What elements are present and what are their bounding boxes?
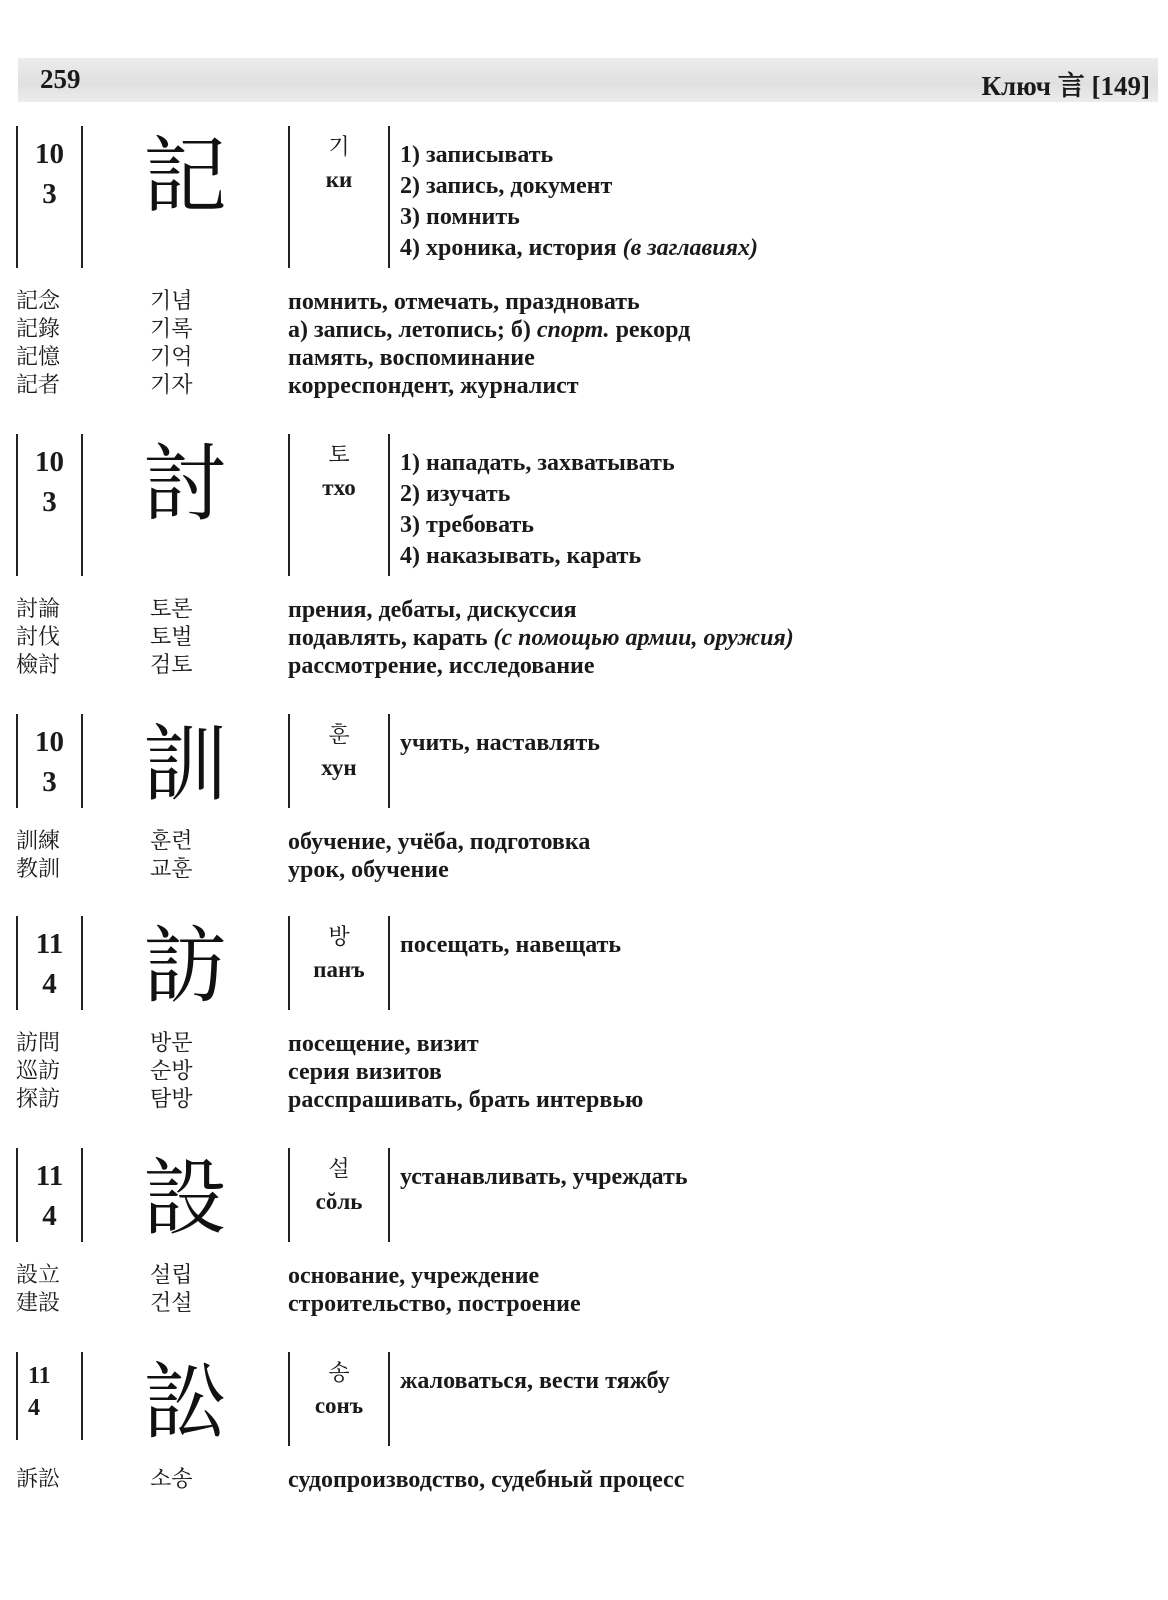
compound-meaning: помнить, отмечать, праздновать [288, 289, 640, 315]
compound-meaning: серия визитов [288, 1059, 442, 1085]
compound-hanja: 檢討 [16, 653, 61, 678]
compound-hangul: 순방 [150, 1059, 193, 1084]
compound-hangul: 기억 [150, 345, 193, 370]
transliteration: ки [325, 167, 353, 192]
reading-box [288, 126, 390, 268]
stroke-total: 10 [35, 138, 64, 170]
compound-row [0, 1466, 1168, 1494]
compound-hanja: 建設 [16, 1291, 61, 1316]
meaning-item: устанавливать, учреждать [400, 1164, 688, 1190]
compound-hangul: 교훈 [150, 857, 193, 882]
compound-list [0, 288, 1168, 400]
compound-row [0, 828, 1168, 856]
compound-hanja: 討論 [16, 597, 61, 622]
compound-hangul: 탐방 [150, 1087, 193, 1112]
compound-hanja: 巡訪 [16, 1059, 61, 1084]
reading-box [288, 434, 390, 576]
hangul-reading: 기 [328, 135, 350, 160]
stroke-counts [16, 126, 83, 268]
usage-note: (с помощью армии, оружия) [493, 625, 794, 651]
compound-meaning: корреспондент, журналист [288, 373, 579, 399]
compound-row [0, 624, 1168, 652]
stroke-extra: 4 [28, 1395, 40, 1421]
compound-hangul: 검토 [150, 653, 193, 678]
compound-meaning: посещение, визит [288, 1031, 479, 1057]
compound-hanja: 探訪 [16, 1087, 61, 1112]
headword-hanja: 設 [142, 1149, 227, 1247]
meaning-item: 3) помнить [400, 204, 520, 230]
compound-meaning: обучение, учёба, подготовка [288, 829, 591, 855]
stroke-counts [16, 916, 83, 1010]
compound-row [0, 1262, 1168, 1290]
meaning-item: 3) требовать [400, 512, 534, 538]
compound-list [0, 1262, 1168, 1318]
compound-hanja: 記者 [16, 373, 61, 398]
stroke-extra: 3 [42, 178, 57, 210]
meaning-text: 4) хроника, история [400, 235, 617, 261]
page-number: 259 [40, 64, 81, 94]
compound-hanja: 訴訟 [16, 1467, 61, 1492]
stroke-extra: 3 [42, 766, 57, 798]
stroke-counts [16, 1352, 83, 1440]
compound-hangul: 기록 [150, 317, 193, 342]
stroke-total: 11 [28, 1363, 51, 1389]
compound-hanja: 記念 [16, 289, 61, 314]
meaning-text: подавлять, карать [288, 625, 488, 651]
usage-note: спорт. [536, 317, 610, 343]
reading-box [288, 916, 390, 1010]
headword-hanja: 訪 [142, 917, 227, 1015]
usage-note: (в заглавиях) [622, 235, 758, 261]
compound-meaning: строительство, построение [288, 1291, 581, 1317]
compound-meaning: урок, обучение [288, 857, 449, 883]
hangul-reading: 토 [328, 443, 350, 468]
meaning-item: 1) нападать, захватывать [400, 450, 675, 476]
compound-hangul: 소송 [150, 1467, 193, 1492]
headword-hanja: 訓 [142, 715, 227, 813]
compound-list [0, 828, 1168, 884]
compound-hanja: 記錄 [16, 317, 61, 342]
headword-hanja: 訟 [142, 1353, 227, 1451]
meaning-list [400, 134, 1140, 264]
meaning-list [400, 722, 1140, 759]
page-header [18, 58, 1158, 102]
meaning-item: посещать, навещать [400, 932, 622, 958]
compound-row [0, 652, 1168, 680]
compound-meaning [288, 316, 690, 344]
meaning-list [400, 924, 1140, 961]
meaning-item: 4) наказывать, карать [400, 543, 642, 569]
stroke-total: 11 [35, 1160, 64, 1192]
compound-hangul: 토벌 [150, 625, 193, 650]
stroke-extra: 4 [42, 968, 57, 1000]
meaning-item: 1) записывать [400, 142, 554, 168]
compound-row [0, 344, 1168, 372]
headword-hanja: 記 [142, 127, 227, 225]
compound-hangul: 방문 [150, 1031, 193, 1056]
compound-hangul: 기념 [150, 289, 193, 314]
transliteration: сонъ [314, 1393, 364, 1418]
compound-meaning: судопроизводство, судебный процесс [288, 1467, 685, 1493]
meaning-item: 2) изучать [400, 481, 511, 507]
compound-hangul: 설립 [150, 1263, 193, 1288]
compound-meaning: расспрашивать, брать интервью [288, 1087, 644, 1113]
meaning-text: а) запись, летопись; б) [288, 317, 531, 343]
meaning-item [400, 233, 1140, 264]
compound-meaning [288, 624, 794, 652]
compound-row [0, 372, 1168, 400]
compound-row [0, 1290, 1168, 1318]
compound-hanja: 設立 [16, 1263, 61, 1288]
compound-row [0, 288, 1168, 316]
compound-hangul: 훈련 [150, 829, 193, 854]
compound-hanja: 訓練 [16, 829, 61, 854]
compound-list [0, 1466, 1168, 1494]
transliteration: хун [321, 755, 357, 780]
compound-hangul: 토론 [150, 597, 193, 622]
meaning-list [400, 1360, 1140, 1397]
stroke-total: 10 [35, 726, 64, 758]
meaning-item: учить, наставлять [400, 730, 600, 756]
compound-meaning: рассмотрение, исследование [288, 653, 595, 679]
stroke-counts [16, 434, 83, 576]
stroke-counts [16, 714, 83, 808]
meaning-list [400, 442, 1140, 572]
hangul-reading: 방 [328, 925, 350, 950]
reading-box [288, 714, 390, 808]
compound-row [0, 316, 1168, 344]
stroke-total: 11 [35, 928, 64, 960]
stroke-extra: 3 [42, 486, 57, 518]
compound-row [0, 1086, 1168, 1114]
meaning-item: 2) запись, документ [400, 173, 613, 199]
hangul-reading: 설 [328, 1157, 350, 1182]
compound-row [0, 856, 1168, 884]
compound-hanja: 討伐 [16, 625, 61, 650]
reading-box [288, 1352, 390, 1446]
compound-meaning: память, воспоминание [288, 345, 535, 371]
headword-hanja: 討 [142, 435, 227, 533]
compound-hangul: 기자 [150, 373, 193, 398]
compound-meaning: основание, учреждение [288, 1263, 540, 1289]
compound-row [0, 1030, 1168, 1058]
hangul-reading: 훈 [328, 723, 350, 748]
compound-hangul: 건설 [150, 1291, 193, 1316]
compound-hanja: 記憶 [16, 345, 61, 370]
meaning-item: жаловаться, вести тяжбу [400, 1368, 670, 1394]
compound-list [0, 1030, 1168, 1114]
compound-hanja: 訪問 [16, 1031, 61, 1056]
stroke-total: 10 [35, 446, 64, 478]
transliteration: сŏль [315, 1189, 363, 1214]
compound-row [0, 596, 1168, 624]
compound-hanja: 教訓 [16, 857, 61, 882]
compound-meaning: прения, дебаты, дискуссия [288, 597, 577, 623]
reading-box [288, 1148, 390, 1242]
stroke-extra: 4 [42, 1200, 57, 1232]
hangul-reading: 송 [328, 1361, 350, 1386]
compound-list [0, 596, 1168, 680]
meaning-list [400, 1156, 1140, 1193]
transliteration: панъ [313, 957, 365, 982]
radical-title: Ключ 言 [149] [981, 71, 1150, 101]
compound-row [0, 1058, 1168, 1086]
transliteration: тхо [322, 475, 356, 500]
stroke-counts [16, 1148, 83, 1242]
meaning-text-after: рекорд [615, 317, 691, 343]
